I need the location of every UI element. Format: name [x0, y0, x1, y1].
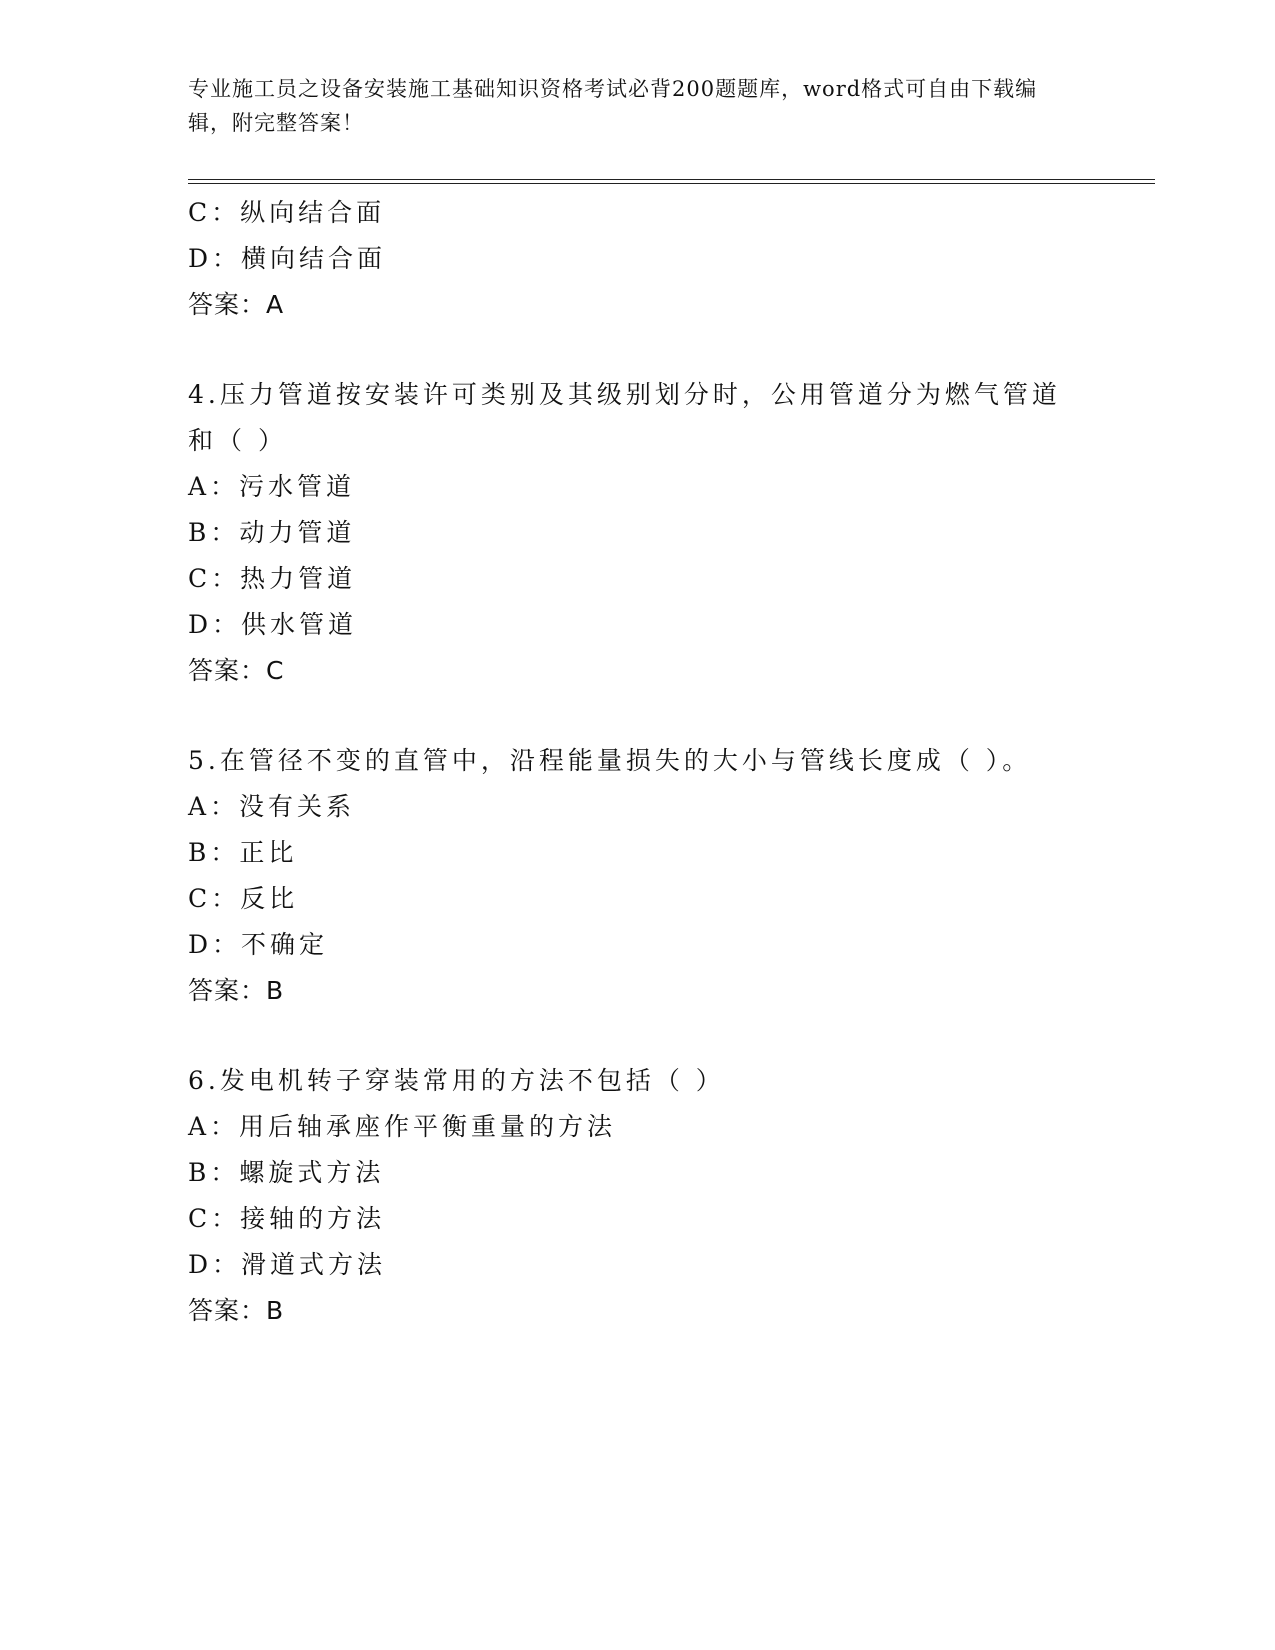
option-d: D：不确定	[188, 930, 329, 959]
question-block-4	[188, 372, 1088, 694]
question-block-5	[188, 738, 1088, 1014]
spacer	[188, 694, 1088, 738]
question-list	[188, 190, 1088, 1334]
option-c: C：反比	[188, 884, 299, 913]
header-divider-bottom	[188, 183, 1155, 184]
spacer	[188, 328, 1088, 372]
question-block-6	[188, 1058, 1088, 1334]
option-a: A：没有关系	[188, 792, 356, 821]
option-a: A：用后轴承座作平衡重量的方法	[188, 1112, 617, 1141]
header-divider-top	[188, 179, 1155, 180]
option-b: B：螺旋式方法	[188, 1158, 385, 1187]
answer-line: 答案：C	[188, 656, 285, 685]
option-c: C：热力管道	[188, 564, 357, 593]
question-stem: 4.压力管道按安装许可类别及其级别划分时，公用管道分为燃气管道和（ ）	[188, 380, 1061, 455]
option-a: A：污水管道	[188, 472, 356, 501]
option-d: D：横向结合面	[188, 244, 387, 273]
answer-line: 答案：A	[188, 290, 285, 319]
answer-line: 答案：B	[188, 1296, 285, 1325]
option-b: B：动力管道	[188, 518, 356, 547]
option-d: D：供水管道	[188, 610, 358, 639]
question-stem: 5.在管径不变的直管中，沿程能量损失的大小与管线长度成（ ）。	[188, 746, 1032, 775]
answer-line: 答案：B	[188, 976, 285, 1005]
option-c: C：接轴的方法	[188, 1204, 386, 1233]
option-d: D：滑道式方法	[188, 1250, 387, 1279]
document-header-title: 专业施工员之设备安装施工基础知识资格考试必背200题题库，word格式可自由下载编辑，附完整答案！	[188, 77, 1038, 135]
question-stem: 6.发电机转子穿装常用的方法不包括（ ）	[188, 1066, 725, 1095]
spacer	[188, 1014, 1088, 1058]
option-b: B：正比	[188, 838, 298, 867]
option-c: C：纵向结合面	[188, 198, 386, 227]
question-block-3-continued	[188, 190, 1088, 328]
